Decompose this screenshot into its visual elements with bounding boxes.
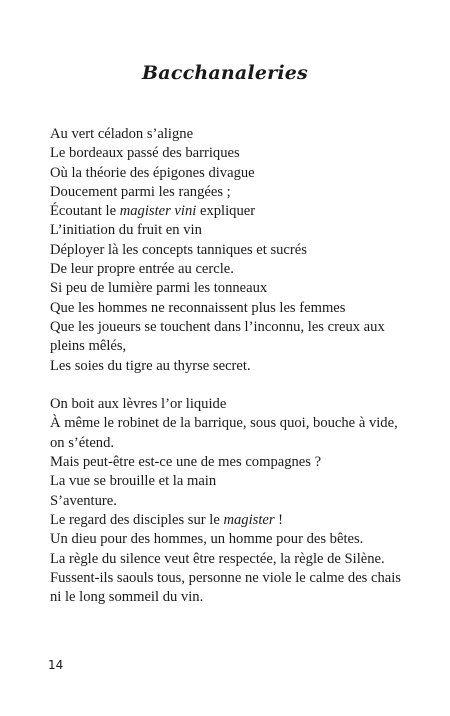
- italic-latin-word: magister: [223, 511, 275, 528]
- italic-latin-phrase: magister vini: [119, 203, 197, 220]
- poem-line: Fussent-ils saouls tous, personne ne viole le calme des chais ni le long sommeil du vin.: [50, 569, 401, 606]
- stanza-1: [50, 125, 415, 376]
- poem-line: [50, 511, 415, 530]
- poem-line: La règle du silence veut être respectée, la règle de Silène.: [50, 550, 385, 567]
- poem-line: Déployer là les concepts tanniques et sucrés: [50, 241, 307, 258]
- poem-line: Que les hommes ne reconnaissent plus les femmes: [50, 299, 346, 316]
- poem-line: Le bordeaux passé des barriques: [50, 145, 240, 162]
- poem-body: [50, 125, 415, 607]
- stanza-2: [50, 395, 415, 607]
- line-text: !: [274, 511, 284, 528]
- poem-line: La vue se brouille et la main: [50, 473, 217, 490]
- poem-line: À même le robinet de la barrique, sous quoi, bouche à vide, on s’étend.: [50, 415, 398, 451]
- line-text: Le regard des disciples sur le: [50, 511, 224, 528]
- poem-line: [50, 202, 415, 221]
- poem-line: Que les joueurs se touchent dans l’inconnu, les creux aux pleins mêlés,: [50, 318, 385, 355]
- poem-line: Un dieu pour des hommes, un homme pour des bêtes.: [50, 531, 364, 548]
- poem-line: S’aventure.: [50, 492, 117, 509]
- poem-line: L’initiation du fruit en vin: [50, 222, 202, 239]
- poem-title: Bacchanaleries: [142, 62, 308, 84]
- poem-line: Mais peut-être est-ce une de mes compagnes ?: [50, 454, 322, 471]
- line-text: expliquer: [196, 203, 256, 220]
- poem-line: On boit aux lèvres l’or liquide: [50, 396, 227, 413]
- poem-line: De leur propre entrée au cercle.: [50, 261, 234, 278]
- poem-line: Si peu de lumière parmi les tonneaux: [50, 280, 268, 297]
- poem-line: Où la théorie des épigones divague: [50, 164, 255, 181]
- poem-line: Doucement parmi les rangées ;: [50, 183, 231, 200]
- poem-line: Au vert céladon s’aligne: [50, 126, 194, 142]
- line-text: Écoutant le: [50, 203, 120, 220]
- poem-line: Les soies du tigre au thyrse secret.: [50, 357, 251, 374]
- page-number: 14: [48, 658, 64, 672]
